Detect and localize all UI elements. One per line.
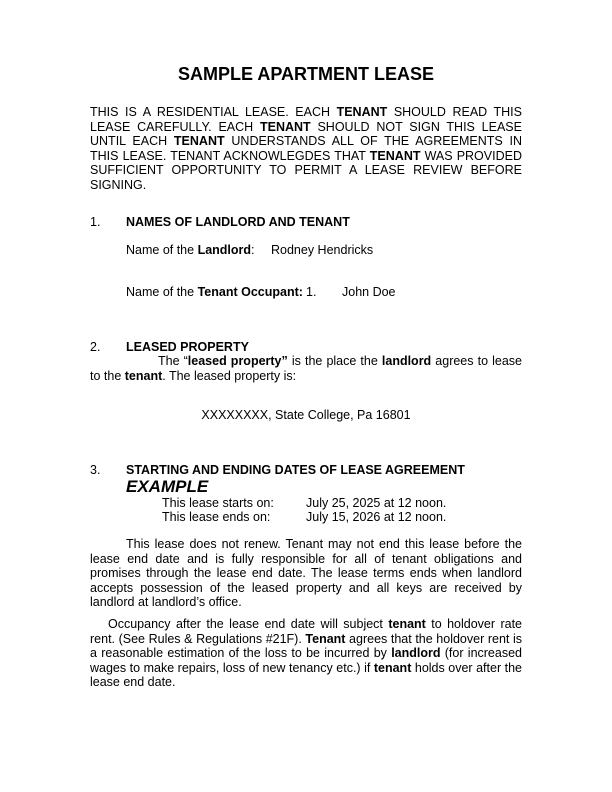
lease-end-value: July 15, 2026 at 12 noon. (306, 510, 447, 524)
bold-text-run: landlord (391, 646, 441, 660)
holdover-paragraph (90, 617, 522, 690)
section-2-number: 2. (90, 340, 101, 354)
text-run: WAS PROVIDED SUFFICIENT OPPORTUNITY TO PERMIT A LEASE REVIEW BEFORE SIGNING. (90, 148, 522, 192)
bold-text-run: tenant (373, 660, 412, 675)
text-run: (for increased wages to make repairs, loss of new tenancy etc.) if (90, 646, 522, 675)
text-run: The “ (158, 354, 188, 368)
tenant-label-bold: Tenant Occupant: (197, 285, 303, 299)
tenant-name: John Doe (342, 285, 396, 299)
text-run: SHOULD NOT SIGN THIS LEASE UNTIL EACH (90, 119, 522, 148)
section-3-heading: STARTING AND ENDING DATES OF LEASE AGREEMENT (126, 463, 465, 477)
bold-text-run: tenant (124, 368, 163, 383)
lease-term-paragraph (90, 537, 522, 610)
bold-text-run: tenant (388, 617, 426, 631)
example-label: EXAMPLE (126, 477, 209, 496)
text-run: holds over after the lease end date. (90, 660, 522, 689)
landlord-label-suffix: : (251, 243, 255, 257)
bold-text-run: Tenant (305, 631, 346, 646)
bold-text-run: landlord (381, 354, 432, 368)
text-run: UNDERSTANDS ALL OF THE AGREEMENTS IN THIS LEASE. TENANT ACKNOWLEGDES THAT (90, 134, 522, 163)
section-1-heading: NAMES OF LANDLORD AND TENANT (126, 215, 350, 229)
text-run: agrees to lease to the (90, 354, 523, 383)
lease-start-label: This lease starts on: (162, 496, 274, 510)
leased-property-paragraph (90, 354, 522, 383)
tenant-label (126, 285, 303, 300)
landlord-label-bold: Landlord (197, 243, 252, 257)
text-run: SHOULD READ THIS LEASE CAREFULLY. EACH (90, 105, 522, 134)
bold-text-run: TENANT (336, 105, 388, 119)
landlord-name: Rodney Hendricks (271, 243, 374, 257)
lease-start-value: July 25, 2025 at 12 noon. (306, 496, 447, 510)
bold-text-run: TENANT (369, 148, 421, 163)
landlord-label-prefix: Name of the (126, 243, 198, 257)
text-run: to holdover rate rent. (See Rules & Regulations #21F). (90, 617, 523, 646)
lease-end-label: This lease ends on: (162, 510, 271, 524)
text-run: This lease does not renew. Tenant may not end this lease before the lease end date and is fully responsible for all of tenant obligations and promises through the lease end date. The lease terms ends when landlord accepts possession of the leased property and all keys are received by landlord at landlord’s office. (90, 537, 522, 609)
text-run: THIS IS A RESIDENTIAL LEASE. EACH (90, 105, 337, 119)
text-run: agrees that the holdover rent is a reasonable estimation of the loss to be incurred by (90, 631, 522, 660)
section-2-heading: LEASED PROPERTY (126, 340, 249, 354)
intro-paragraph (90, 105, 522, 192)
bold-text-run: leased property” (187, 354, 288, 368)
text-run: . The leased property is: (162, 368, 297, 383)
property-address: XXXXXXXX, State College, Pa 16801 (201, 408, 411, 422)
text-run: Occupancy after the lease end date will subject (108, 617, 389, 631)
landlord-label (126, 243, 255, 258)
section-3-number: 3. (90, 463, 101, 477)
tenant-label-prefix: Name of the (126, 285, 198, 299)
text-run: is the place the (287, 354, 382, 368)
section-1-number: 1. (90, 215, 101, 229)
tenant-number: 1. (306, 285, 317, 299)
bold-text-run: TENANT (173, 134, 225, 148)
bold-text-run: TENANT (259, 119, 311, 134)
document-title: SAMPLE APARTMENT LEASE (177, 64, 434, 84)
